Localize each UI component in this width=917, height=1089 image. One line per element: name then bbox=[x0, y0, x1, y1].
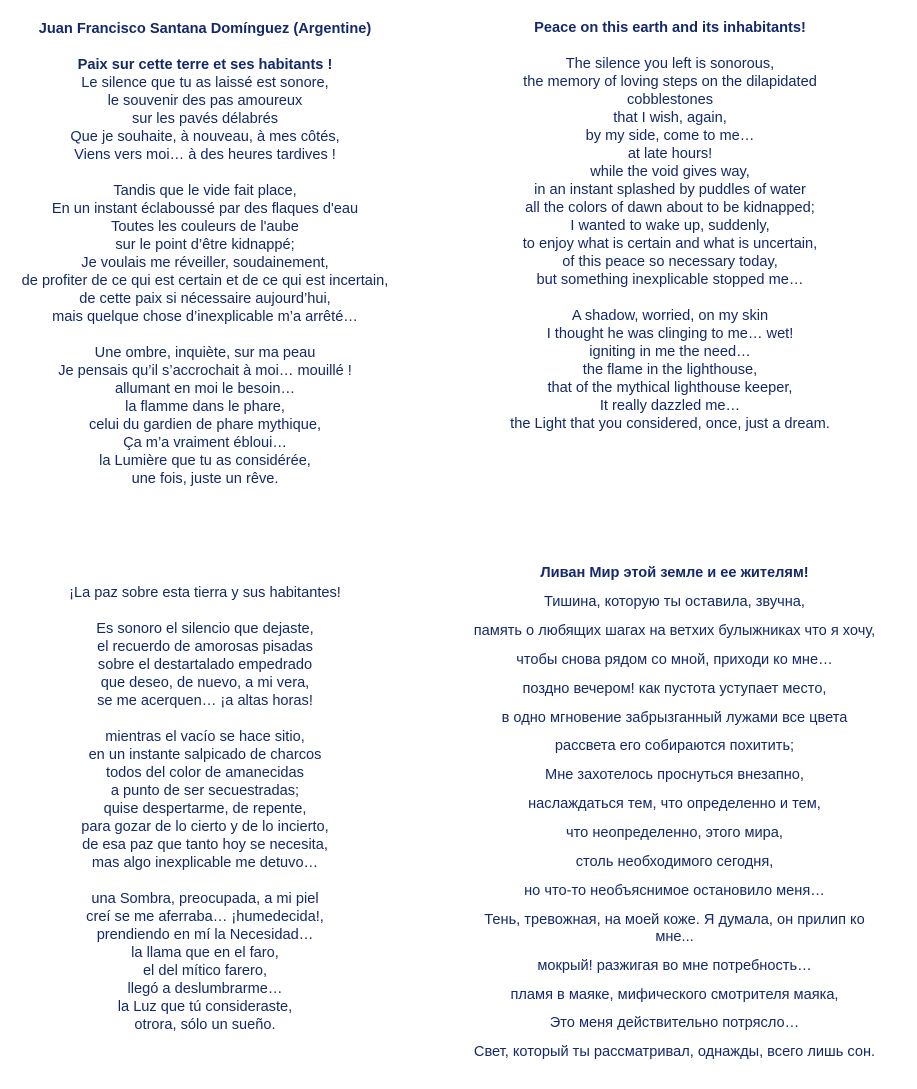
poem-line: Je voulais me réveiller, soudainement, bbox=[81, 255, 329, 271]
poem-line: A shadow, worried, on my skin bbox=[571, 308, 769, 324]
poem-line: рассвета его собираются похитить; bbox=[554, 738, 795, 755]
poem-line: para gozar de lo cierto y de lo incierto, bbox=[81, 819, 329, 835]
poem-line: в одно мгновение забрызганный лужами все цвета bbox=[501, 709, 848, 726]
poem-line: el del mítico farero, bbox=[142, 963, 268, 979]
poem-line: the memory of loving steps on the dilapidated bbox=[523, 74, 817, 90]
poem-line: I thought he was clinging to me… wet! bbox=[546, 326, 794, 342]
russian-poem bbox=[452, 565, 897, 1073]
poem-line: Viens vers moi… à des heures tardives ! bbox=[74, 147, 336, 163]
russian-title: Ливан Мир этой земле и ее жителям! bbox=[540, 565, 809, 581]
poem-line: Тишина, которую ты оставила, звучна, bbox=[544, 594, 805, 610]
poem-line: En un instant éclaboussé par des flaques d'eau bbox=[51, 201, 359, 217]
poem-line: llegó a deslumbrarme… bbox=[127, 981, 283, 997]
poem-line: поздно вечером! как пустота уступает место, bbox=[522, 680, 827, 697]
poem-line: Мне захотелось проснуться внезапно, bbox=[545, 767, 804, 784]
poem-line: чтобы снова рядом со мной, приходи ко мне… bbox=[516, 651, 833, 668]
english-poem bbox=[460, 19, 880, 433]
poem-line: пламя в маяке, мифического смотрителя маяка, bbox=[510, 986, 839, 1003]
poem-line: the Light that you considered, once, just a dream. bbox=[510, 416, 830, 432]
poem-line: Свет, который ты рассматривал, однажды, всего лишь сон. bbox=[473, 1044, 876, 1061]
poem-line: celui du gardien de phare mythique, bbox=[88, 417, 322, 433]
poem-line: mientras el vacío se hace sitio, bbox=[105, 729, 305, 745]
poem-line: столь необходимого сегодня, bbox=[575, 854, 774, 871]
poem-line: une fois, juste un rêve. bbox=[131, 471, 279, 487]
poem-line: creí se me aferraba… ¡humedecida!, bbox=[86, 909, 324, 925]
poem-line: мокрый! разжигая во мне потребность… bbox=[537, 957, 812, 974]
poem-line: Es sonoro el silencio que dejaste, bbox=[96, 621, 314, 637]
poem-line: Le silence que tu as laissé est sonore, bbox=[81, 75, 329, 91]
poem-line: que deseo, de nuevo, a mi vera, bbox=[100, 675, 310, 691]
poem-line: sur le point d’être kidnappé; bbox=[115, 237, 295, 253]
poem-line: todos del color de amanecidas bbox=[106, 765, 304, 781]
french-stanza-3 bbox=[0, 344, 410, 488]
poem-line: una Sombra, preocupada, a mi piel bbox=[91, 891, 319, 907]
poem-line: by my side, come to me… bbox=[585, 128, 755, 144]
poem-line: sur les pavés délabrés bbox=[131, 111, 279, 127]
spanish-stanza-1 bbox=[0, 620, 410, 710]
poem-line: la Luz que tú consideraste, bbox=[117, 999, 293, 1015]
poem-line: Это меня действительно потрясло… bbox=[549, 1015, 800, 1032]
poem-line: наслаждаться тем, что определенно и тем, bbox=[528, 796, 821, 813]
spanish-stanza-2 bbox=[0, 728, 410, 872]
poem-line: Тень, тревожная, на моей коже. Я думала, он прилип ко мне... bbox=[484, 911, 865, 945]
french-title: Paix sur cette terre et ses habitants ! bbox=[77, 57, 333, 73]
poem-line: that I wish, again, bbox=[613, 110, 727, 126]
poem-line: while the void gives way, bbox=[590, 164, 750, 180]
author-heading: Juan Francisco Santana Domínguez (Argentine) bbox=[38, 21, 372, 37]
poem-line: The silence you left is sonorous, bbox=[565, 56, 775, 72]
poem-line: Toutes les couleurs de l'aube bbox=[111, 219, 299, 235]
spanish-poem bbox=[0, 584, 410, 1034]
poem-line: prendiendo en mí la Necesidad… bbox=[96, 927, 314, 943]
poem-line: at late hours! bbox=[627, 146, 713, 162]
poem-line: sobre el destartalado empedrado bbox=[97, 657, 313, 673]
poem-line: de cette paix si nécessaire aujourd’hui, bbox=[79, 291, 331, 307]
poem-line: la llama que en el faro, bbox=[131, 945, 279, 961]
poem-line: of this peace so necessary today, bbox=[562, 254, 778, 270]
english-stanza-1 bbox=[460, 55, 880, 289]
poem-line: in an instant splashed by puddles of water bbox=[534, 182, 806, 198]
poem-line: I wanted to wake up, suddenly, bbox=[570, 218, 770, 234]
poem-line: allumant en moi le besoin… bbox=[114, 381, 296, 397]
poem-line: что неопределенно, этого мира, bbox=[566, 825, 783, 842]
poem-line: la flamme dans le phare, bbox=[125, 399, 285, 415]
poem-line: но что-то необъяснимое остановило меня… bbox=[524, 882, 825, 899]
poem-line: It really dazzled me… bbox=[599, 398, 741, 414]
poem-line: память о любящих шагах на ветхих булыжниках что я хочу, bbox=[473, 622, 876, 639]
poem-line: Ça m’a vraiment ébloui… bbox=[123, 435, 287, 451]
poem-line: the flame in the lighthouse, bbox=[582, 362, 758, 378]
poem-line: el recuerdo de amorosas pisadas bbox=[97, 639, 313, 655]
poem-line: but something inexplicable stopped me… bbox=[536, 272, 804, 288]
spanish-title: ¡La paz sobre esta tierra y sus habitantes! bbox=[69, 585, 341, 601]
poem-line: en un instante salpicado de charcos bbox=[88, 747, 322, 763]
poem-line: to enjoy what is certain and what is uncertain, bbox=[522, 236, 818, 252]
poem-line: Que je souhaite, à nouveau, à mes côtés, bbox=[70, 129, 340, 145]
poem-line: le souvenir des pas amoureux bbox=[107, 93, 303, 109]
poem-line: de esa paz que tanto hoy se necesita, bbox=[82, 837, 328, 853]
poem-line: all the colors of dawn about to be kidnapped; bbox=[525, 200, 815, 216]
poem-line: mas algo inexplicable me detuvo… bbox=[91, 855, 319, 871]
poem-line: la Lumière que tu as considérée, bbox=[99, 453, 311, 469]
french-stanza-1 bbox=[0, 74, 410, 164]
poem-line: a punto de ser secuestradas; bbox=[110, 783, 300, 799]
poem-line: otrora, sólo un sueño. bbox=[134, 1017, 276, 1033]
poem-line: quise despertarme, de repente, bbox=[103, 801, 307, 817]
english-title: Peace on this earth and its inhabitants! bbox=[534, 20, 806, 36]
poem-line: mais quelque chose d’inexplicable m’a arrêté… bbox=[52, 309, 358, 325]
poem-line: de profiter de ce qui est certain et de ce qui est incertain, bbox=[21, 273, 389, 289]
poem-line: Tandis que le vide fait place, bbox=[113, 183, 297, 199]
poem-line: that of the mythical lighthouse keeper, bbox=[547, 380, 793, 396]
poem-line: igniting in me the need… bbox=[589, 344, 751, 360]
english-stanza-2 bbox=[460, 307, 880, 433]
poem-line: Je pensais qu’il s’accrochait à moi… mouillé ! bbox=[58, 363, 352, 379]
french-stanza-2 bbox=[0, 182, 410, 326]
poem-line: se me acerquen… ¡a altas horas! bbox=[97, 693, 313, 709]
french-poem bbox=[0, 20, 410, 488]
poem-line: Une ombre, inquiète, sur ma peau bbox=[94, 345, 316, 361]
spanish-stanza-3 bbox=[0, 890, 410, 1034]
poem-line: cobblestones bbox=[626, 92, 713, 108]
